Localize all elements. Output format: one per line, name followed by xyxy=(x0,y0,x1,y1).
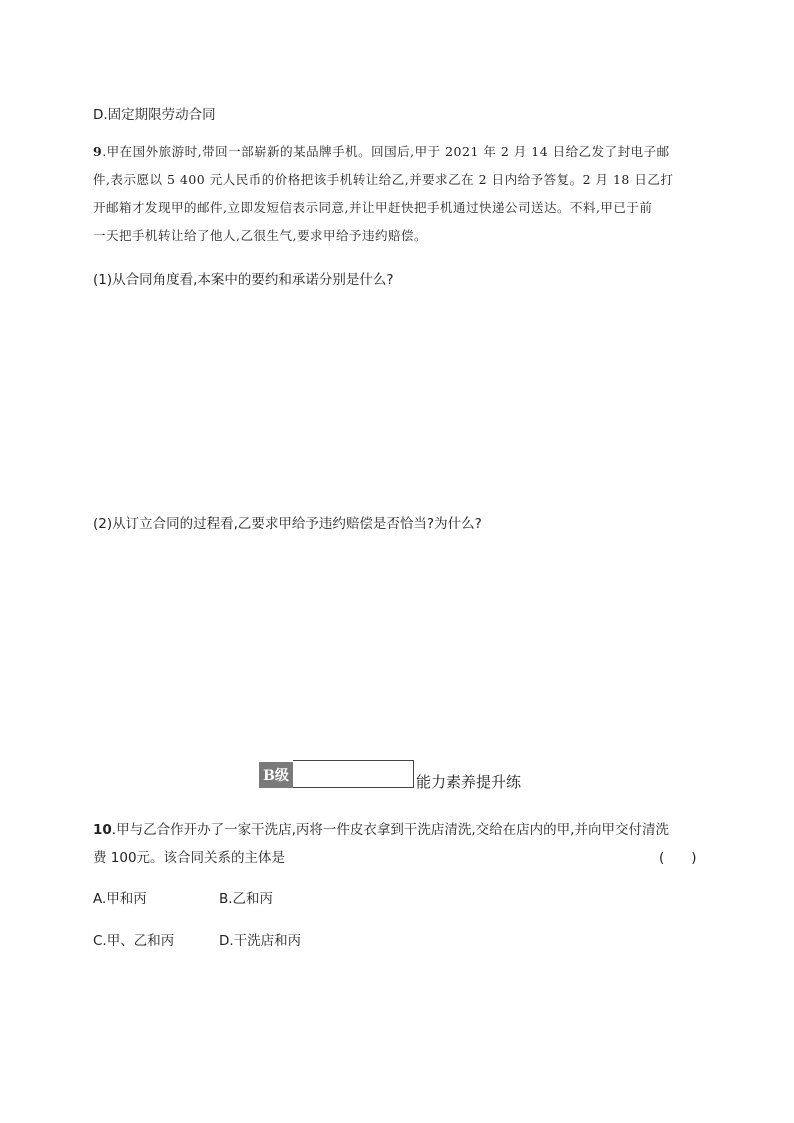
q10-option-d: D.干洗店和丙 xyxy=(219,933,302,949)
b-level-tag: B级 xyxy=(259,762,293,788)
q10-option-a: A.甲和丙 xyxy=(93,891,147,907)
section-title: 能力素养提升练 xyxy=(416,773,522,791)
q9-sub-question-1: (1)从合同角度看,本案中的要约和承诺分别是什么? xyxy=(93,272,394,288)
q10-option-c: C.甲、乙和丙 xyxy=(93,933,175,949)
q10-line-2: 费 100元。该合同关系的主体是 xyxy=(93,850,286,866)
q9-line-4: 一天把手机转让给了他人,乙很生气,要求甲给予违约赔偿。 xyxy=(93,228,427,243)
q9-line-2: 件,表示愿以 5 400 元人民币的价格把该手机转让给乙,并要求乙在 2 日内给予答复。2 月 18 日乙打 xyxy=(93,172,674,187)
q8-option-d: D.固定期限劳动合同 xyxy=(93,107,216,123)
q10-number: 10 xyxy=(93,822,112,838)
b-level-frame xyxy=(293,760,414,788)
q10-option-b: B.乙和丙 xyxy=(219,891,274,907)
q9-line-1: 9.甲在国外旅游时,带回一部崭新的某品牌手机。回国后,甲于 2021 年 2 月 14 日给乙发了封电子邮 xyxy=(93,144,670,159)
q9-sub-question-2: (2)从订立合同的过程看,乙要求甲给予违约赔偿是否恰当?为什么? xyxy=(93,516,482,532)
q9-number: 9 xyxy=(93,144,103,159)
q9-line-3: 开邮箱才发现甲的邮件,立即发短信表示同意,并让甲赶快把手机通过快递公司送达。不料,甲已于前 xyxy=(93,200,653,215)
q10-line-1: 10.甲与乙合作开办了一家干洗店,丙将一件皮衣拿到干洗店清洗,交给在店内的甲,并向甲交付清洗 xyxy=(93,822,669,838)
section-header-b-level xyxy=(259,760,522,791)
answer-parentheses: ( ) xyxy=(659,850,697,866)
